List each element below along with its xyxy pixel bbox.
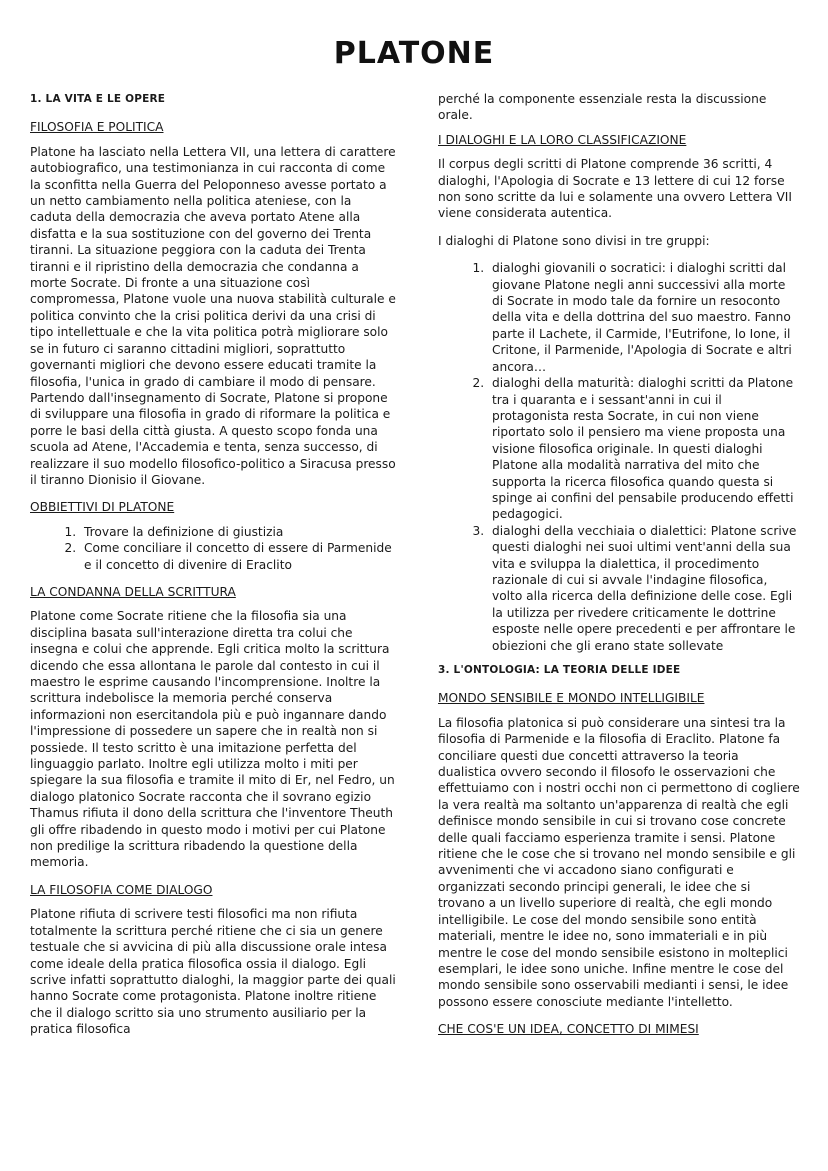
list-item: 2. Come conciliare il concetto di essere di Parmenide e il concetto di divenire di Eraclito [80, 540, 396, 573]
subheading-idea-mimesi: CHE COS'E UN IDEA, CONCETTO DI MIMESI [438, 1022, 699, 1037]
section-heading-vita: 1. LA VITA E LE OPERE [30, 93, 166, 105]
section-heading-ontologia: 3. L'ONTOLOGIA: LA TEORIA DELLE IDEE [438, 664, 681, 676]
list-item: 1. Trovare la definizione di giustizia [80, 524, 396, 540]
paragraph-continuation: perché la componente essenziale resta la discussione orale. [438, 92, 767, 123]
list-item: 3. dialoghi della vecchiaia o dialettici: Platone scrive questi dialoghi nei suoi ultimi vent'anni della sua vita e sviluppa la dialettica, il procedimento razionale di cui si avvale l'indagine filosofica, volto alla ricerca della definizione delle cose. Egli la utilizza per rivedere criticamente le dottrine esposte nelle opere precedenti e per affrontare le obiezioni che gli erano state sollevate [488, 523, 800, 654]
list-item: 1. dialoghi giovanili o socratici: i dialoghi scritti dal giovane Platone negli anni successivi alla morte di Socrate in modo tale da fornire un resoconto della vita e della dottrina del suo maestro. Fanno parte il Lachete, il Carmide, l'Eutrifone, lo Ione, il Critone, il Parmenide, l'Apologia di Socrate e altri ancora… [488, 260, 800, 375]
subheading-filosofia-dialogo: LA FILOSOFIA COME DIALOGO [30, 882, 213, 897]
left-column [30, 88, 396, 1049]
page-title: PLATONE [333, 36, 495, 71]
paragraph-gruppi-intro: I dialoghi di Platone sono divisi in tre gruppi: [438, 233, 710, 248]
subheading-filosofia-politica: FILOSOFIA E POLITICA [30, 120, 164, 135]
paragraph-filosofia-dialogo: Platone rifiuta di scrivere testi filosofici ma non rifiuta totalmente la scrittura perché ritiene che ci sia un genere testuale che si avvicina di più alla discussione orale intesa come ideale della pratica filosofica ossia il dialogo. Egli scrive infatti soprattutto dialoghi, la maggior parte dei quali hanno Socrate come protagonista. Platone inoltre ritiene che il dialogo scritto sia uno strumento ausiliario per la pratica filosofica [30, 907, 396, 1037]
paragraph-mondo-sensibile: La filosofia platonica si può considerare una sintesi tra la filosofia di Parmenide e la filosofia di Eraclito. Platone fa conciliare questi due concetti attraverso la teoria dualistica ovvero secondo il filosofo le osservazioni che effettuiamo con i nostri occhi non ci permettono di cogliere la vera realtà ma soltanto un'apparenza di realtà che egli definisce mondo sensibile in cui si trovano cose concrete delle quali facciamo esperienza tramite i sensi. Platone ritiene che le cose che si trovano nel mondo sensibile e gli avvenimenti che vi accadono siano configurati e organizzati secondo principi generali, le idee che si trovano a un livello superiore di realtà, che egli mondo intelligibile. Le cose del mondo sensibile sono entità materiali, mentre le idee no, sono immateriali e in più mentre le cose del mondo sensibile esistono in molteplici esemplari, le idee sono uniche. Infine mentre le cose del mondo sensibile sono osservabili medianti i sensi, le idee possono essere conosciute mediante l'intelletto. [438, 715, 800, 1009]
goals-list [30, 524, 396, 573]
list-item: 2. dialoghi della maturità: dialoghi scritti da Platone tra i quaranta e i sessant'anni in cui il protagonista resta Socrate, in cui non viene riportato solo il pensiero ma viene proposta una visione filosofica originale. In questi dialoghi Platone alla modalità narrativa del mito che supporta la ricerca filosofica quando questa si spinge ai confini del pensabile producendo effetti pedagogici. [488, 375, 800, 523]
paragraph-corpus: Il corpus degli scritti di Platone comprende 36 scritti, 4 dialoghi, l'Apologia di Socrate e 13 lettere di cui 12 forse non sono scritte da lui e solamente una ovvero Lettera VII viene considerata autentica. [438, 157, 792, 221]
subheading-condanna-scrittura: LA CONDANNA DELLA SCRITTURA [30, 584, 236, 599]
subheading-obbiettivi: OBBIETTIVI DI PLATONE [30, 500, 175, 515]
subheading-dialoghi: I DIALOGHI E LA LORO CLASSIFICAZIONE [438, 132, 687, 147]
subheading-mondo-sensibile: MONDO SENSIBILE E MONDO INTELLIGIBILE [438, 691, 705, 706]
right-column [438, 91, 800, 1046]
paragraph-condanna-scrittura: Platone come Socrate ritiene che la filosofia sia una disciplina basata sull'interazione diretta tra colui che insegna e colui che apprende. Egli critica molto la scrittura dicendo che essa allontana le parole dal contesto in cui il maestro le esprime causando l'incomprensione. Inoltre la scrittura indebolisce la memoria perché conserva informazioni non esercitandola più e può ingannare dando l'impressione di possedere un sapere che in realtà non si possiede. Il testo scritto è una imitazione perfetta del linguaggio parlato. Inoltre egli utilizza molto i miti per spiegare la sua filosofia e tramite il mito di Er, nel Fedro, un dialogo platonico Socrate racconta che il sovrano egizio Thamus rifiuta il dono della scrittura che l'inventore Theuth gli offre ribadendo in questo modo i motivi per cui Platone non predilige la scrittura ribadendo la questione della memoria. [30, 609, 395, 870]
dialogue-groups-list [438, 260, 800, 654]
paragraph-filosofia-politica: Platone ha lasciato nella Lettera VII, una lettera di carattere autobiografico, una testimonianza in cui racconta di come la sconfitta nella Guerra del Peloponneso avesse portato a un netto cambiamento nella politica ateniese, con la caduta della democrazia che aveva portato Atene alla disfatta e la sua sostituzione con del governo dei Trenta tiranni. La situazione peggiora con la caduta dei Trenta tiranni e il ripristino della democrazia che condanna a morte Socrate. Di fronte a una situazione così compromessa, Platone vuole una nuova stabilità culturale e politica convinto che la crisi politica derivi da una crisi di tipo intellettuale e che la vita politica potrà migliorare solo se in futuro ci saranno cittadini migliori, soprattutto governanti migliori che devono essere educati tramite la filosofia, l'unica in grado di cambiare il modo di pensare. Partendo dall'insegnamento di Socrate, Platone si propone di sviluppare una filosofia in grado di riformare la politica e porre le basi della città giusta. A questo scopo fonda una scuola ad Atene, l'Accademia e tenta, senza successo, di realizzare il suo modello filosofico-politico a Siracusa presso il tiranno Dionisio il Giovane. [30, 144, 396, 487]
